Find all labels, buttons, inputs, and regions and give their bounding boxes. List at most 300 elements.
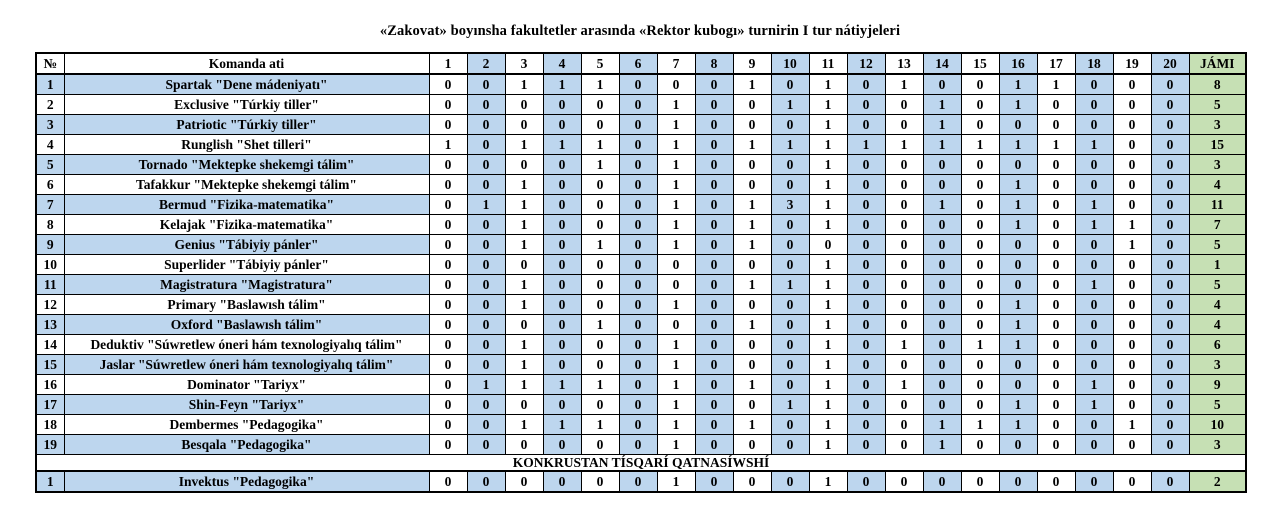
score-cell: 0: [961, 295, 999, 315]
score-cell: 0: [581, 215, 619, 235]
score-cell: 0: [923, 295, 961, 315]
score-cell: 0: [505, 315, 543, 335]
score-cell: 0: [847, 215, 885, 235]
header-round-1: 1: [429, 53, 467, 74]
score-cell: 0: [543, 295, 581, 315]
team-row: [36, 275, 1246, 295]
score-cell: 0: [1113, 315, 1151, 335]
score-cell: 1: [999, 74, 1037, 95]
total-cell: 5: [1189, 235, 1246, 255]
score-cell: 0: [467, 95, 505, 115]
score-cell: 0: [467, 335, 505, 355]
score-cell: 0: [1113, 155, 1151, 175]
score-cell: 0: [923, 335, 961, 355]
row-number-cell: 12: [36, 295, 64, 315]
team-name-cell: Besqala "Pedagogika": [64, 435, 429, 455]
score-cell: 0: [429, 275, 467, 295]
score-cell: 0: [961, 235, 999, 255]
score-cell: 1: [885, 135, 923, 155]
score-cell: 0: [1113, 135, 1151, 155]
row-number-cell: 3: [36, 115, 64, 135]
score-cell: 1: [923, 95, 961, 115]
team-name-cell: Tornado "Mektepke shekemgi tálim": [64, 155, 429, 175]
score-cell: 0: [1037, 275, 1075, 295]
score-cell: 0: [543, 175, 581, 195]
header-round-17: 17: [1037, 53, 1075, 74]
score-cell: 0: [619, 435, 657, 455]
score-cell: 0: [543, 471, 581, 492]
score-cell: 0: [847, 195, 885, 215]
score-cell: 0: [733, 471, 771, 492]
score-cell: 0: [1113, 295, 1151, 315]
score-cell: 0: [885, 295, 923, 315]
score-cell: 1: [657, 235, 695, 255]
score-cell: 1: [733, 74, 771, 95]
score-cell: 1: [999, 175, 1037, 195]
score-cell: 0: [1075, 335, 1113, 355]
score-cell: 0: [429, 471, 467, 492]
score-cell: 1: [581, 315, 619, 335]
row-number-cell: 9: [36, 235, 64, 255]
score-cell: 0: [695, 435, 733, 455]
total-cell: 4: [1189, 295, 1246, 315]
score-cell: 0: [1037, 295, 1075, 315]
score-cell: 0: [771, 315, 809, 335]
team-name-cell: Runglish "Shet tilleri": [64, 135, 429, 155]
score-cell: 1: [505, 375, 543, 395]
score-cell: 0: [1037, 115, 1075, 135]
score-cell: 0: [543, 335, 581, 355]
table-body: [36, 74, 1246, 492]
score-cell: 1: [1113, 215, 1151, 235]
score-cell: 0: [961, 175, 999, 195]
score-cell: 0: [429, 295, 467, 315]
score-cell: 0: [467, 215, 505, 235]
score-cell: 0: [961, 375, 999, 395]
team-name-cell: Dominator "Tariyx": [64, 375, 429, 395]
score-cell: 0: [1037, 175, 1075, 195]
total-cell: 3: [1189, 355, 1246, 375]
score-cell: 1: [1037, 135, 1075, 155]
score-cell: 0: [809, 235, 847, 255]
score-cell: 0: [695, 315, 733, 335]
score-cell: 0: [619, 215, 657, 235]
score-cell: 0: [695, 375, 733, 395]
score-cell: 0: [657, 275, 695, 295]
score-cell: 0: [885, 471, 923, 492]
score-cell: 1: [467, 195, 505, 215]
header-round-6: 6: [619, 53, 657, 74]
team-name-cell: Primary "Baslawısh tálim": [64, 295, 429, 315]
total-cell: 3: [1189, 435, 1246, 455]
score-cell: 0: [695, 115, 733, 135]
score-cell: 0: [695, 355, 733, 375]
score-cell: 1: [1075, 135, 1113, 155]
score-cell: 0: [1113, 335, 1151, 355]
score-cell: 1: [543, 135, 581, 155]
row-number-cell: 1: [36, 74, 64, 95]
score-cell: 0: [619, 335, 657, 355]
row-number-cell: 18: [36, 415, 64, 435]
team-row: [36, 195, 1246, 215]
row-number-cell: 15: [36, 355, 64, 375]
score-cell: 0: [847, 235, 885, 255]
total-cell: 10: [1189, 415, 1246, 435]
score-cell: 0: [733, 355, 771, 375]
score-cell: 0: [467, 135, 505, 155]
score-cell: 0: [429, 375, 467, 395]
score-cell: 0: [505, 95, 543, 115]
score-cell: 0: [847, 355, 885, 375]
score-cell: 1: [999, 95, 1037, 115]
score-cell: 0: [467, 315, 505, 335]
score-cell: 0: [1151, 155, 1189, 175]
team-row: [36, 155, 1246, 175]
score-cell: 0: [467, 275, 505, 295]
score-cell: 1: [543, 74, 581, 95]
total-cell: 5: [1189, 395, 1246, 415]
score-cell: 0: [543, 155, 581, 175]
score-cell: 0: [429, 195, 467, 215]
score-cell: 0: [923, 255, 961, 275]
score-cell: 0: [1037, 471, 1075, 492]
score-cell: 1: [505, 175, 543, 195]
score-cell: 0: [733, 335, 771, 355]
score-cell: 1: [733, 215, 771, 235]
score-cell: 1: [581, 375, 619, 395]
score-cell: 0: [847, 471, 885, 492]
score-cell: 0: [619, 155, 657, 175]
score-cell: 1: [809, 74, 847, 95]
score-cell: 0: [1151, 175, 1189, 195]
score-cell: 0: [885, 235, 923, 255]
score-cell: 1: [733, 315, 771, 335]
score-cell: 0: [1075, 255, 1113, 275]
score-cell: 0: [467, 155, 505, 175]
score-cell: 0: [1151, 135, 1189, 155]
score-cell: 0: [1075, 355, 1113, 375]
score-cell: 0: [619, 235, 657, 255]
score-cell: 0: [1037, 375, 1075, 395]
score-cell: 0: [1113, 115, 1151, 135]
score-cell: 0: [1151, 355, 1189, 375]
header-row-number: №: [36, 53, 64, 74]
score-cell: 0: [733, 435, 771, 455]
score-cell: 1: [923, 135, 961, 155]
score-cell: 1: [809, 395, 847, 415]
score-cell: 0: [1113, 175, 1151, 195]
score-cell: 1: [923, 435, 961, 455]
score-cell: 0: [429, 235, 467, 255]
score-cell: 0: [885, 315, 923, 335]
score-cell: 1: [657, 195, 695, 215]
score-cell: 0: [847, 275, 885, 295]
score-cell: 0: [1075, 155, 1113, 175]
score-cell: 0: [885, 355, 923, 375]
score-cell: 1: [657, 215, 695, 235]
score-cell: 1: [885, 74, 923, 95]
score-cell: 0: [1151, 74, 1189, 95]
score-cell: 0: [1151, 275, 1189, 295]
team-row: [36, 295, 1246, 315]
score-cell: 1: [771, 95, 809, 115]
score-cell: 1: [961, 335, 999, 355]
score-cell: 0: [467, 74, 505, 95]
header-round-16: 16: [999, 53, 1037, 74]
team-name-cell: Spartak "Dene mádeniyatı": [64, 74, 429, 95]
total-cell: 1: [1189, 255, 1246, 275]
score-cell: 0: [847, 115, 885, 135]
score-cell: 0: [1075, 235, 1113, 255]
team-row: [36, 135, 1246, 155]
score-cell: 1: [505, 195, 543, 215]
row-number-cell: 2: [36, 95, 64, 115]
score-cell: 0: [999, 255, 1037, 275]
score-cell: 0: [885, 195, 923, 215]
score-cell: 0: [467, 235, 505, 255]
score-cell: 1: [657, 395, 695, 415]
score-cell: 0: [467, 255, 505, 275]
team-name-cell: Superlider "Tábiyiy pánler": [64, 255, 429, 275]
score-cell: 1: [657, 355, 695, 375]
score-cell: 1: [961, 415, 999, 435]
score-cell: 0: [505, 471, 543, 492]
score-cell: 0: [581, 275, 619, 295]
team-row: [36, 415, 1246, 435]
total-cell: 4: [1189, 315, 1246, 335]
score-cell: 1: [923, 195, 961, 215]
score-cell: 1: [809, 355, 847, 375]
page-title: «Zakovat» boyınsha fakultetler arasında «Rektor kubogı» turnirin I tur nátiyjeleri: [379, 23, 901, 39]
score-cell: 0: [885, 275, 923, 295]
team-row: [36, 335, 1246, 355]
total-cell: 9: [1189, 375, 1246, 395]
score-cell: 0: [467, 395, 505, 415]
score-cell: 1: [1075, 195, 1113, 215]
score-cell: 1: [505, 275, 543, 295]
score-cell: 0: [923, 155, 961, 175]
row-number-cell: 19: [36, 435, 64, 455]
team-name-cell: Deduktiv "Súwretlew óneri hám texnologiyalıq tálim": [64, 335, 429, 355]
score-cell: 1: [581, 235, 619, 255]
score-cell: 0: [771, 175, 809, 195]
score-cell: 0: [1113, 355, 1151, 375]
score-cell: 1: [657, 135, 695, 155]
score-cell: 1: [581, 135, 619, 155]
score-cell: 0: [1037, 395, 1075, 415]
score-cell: 0: [1151, 435, 1189, 455]
score-cell: 0: [1075, 315, 1113, 335]
score-cell: 1: [847, 135, 885, 155]
score-cell: 0: [619, 255, 657, 275]
row-number-cell: 11: [36, 275, 64, 295]
score-cell: 0: [1037, 95, 1075, 115]
score-cell: 1: [809, 95, 847, 115]
score-cell: 1: [1075, 395, 1113, 415]
team-row: [36, 255, 1246, 275]
row-number-cell: 5: [36, 155, 64, 175]
row-number-cell: 1: [36, 471, 64, 492]
score-cell: 0: [505, 115, 543, 135]
score-cell: 0: [1037, 235, 1075, 255]
score-cell: 0: [961, 395, 999, 415]
score-cell: 0: [429, 175, 467, 195]
score-cell: 1: [657, 115, 695, 135]
score-cell: 0: [1151, 235, 1189, 255]
score-cell: 0: [923, 275, 961, 295]
score-cell: 1: [733, 135, 771, 155]
score-cell: 0: [847, 95, 885, 115]
team-row: [36, 115, 1246, 135]
score-cell: 0: [429, 335, 467, 355]
score-cell: 0: [885, 415, 923, 435]
score-cell: 0: [771, 215, 809, 235]
team-row: [36, 74, 1246, 95]
team-row: [36, 175, 1246, 195]
score-cell: 0: [581, 435, 619, 455]
total-cell: 11: [1189, 195, 1246, 215]
score-cell: 0: [619, 415, 657, 435]
score-cell: 1: [809, 471, 847, 492]
score-cell: 1: [923, 415, 961, 435]
score-cell: 1: [809, 115, 847, 135]
score-cell: 0: [847, 435, 885, 455]
score-cell: 0: [885, 215, 923, 235]
score-cell: 1: [505, 135, 543, 155]
score-cell: 0: [847, 295, 885, 315]
team-name-cell: Exclusive "Túrkiy tiller": [64, 95, 429, 115]
score-cell: 0: [619, 315, 657, 335]
score-cell: 0: [619, 74, 657, 95]
score-cell: 0: [847, 175, 885, 195]
score-cell: 1: [657, 471, 695, 492]
header-round-2: 2: [467, 53, 505, 74]
team-name-cell: Magistratura "Magistratura": [64, 275, 429, 295]
score-cell: 0: [1151, 195, 1189, 215]
score-cell: 0: [733, 175, 771, 195]
header-total: JÁMI: [1189, 53, 1246, 74]
score-cell: 1: [733, 275, 771, 295]
score-cell: 0: [961, 115, 999, 135]
team-name-cell: Shin-Feyn "Tariyx": [64, 395, 429, 415]
score-cell: 1: [999, 315, 1037, 335]
score-cell: 0: [961, 255, 999, 275]
score-cell: 0: [1113, 471, 1151, 492]
score-cell: 0: [885, 395, 923, 415]
score-cell: 1: [657, 295, 695, 315]
score-cell: 1: [581, 155, 619, 175]
score-cell: 0: [429, 435, 467, 455]
score-cell: 1: [999, 395, 1037, 415]
score-cell: 1: [999, 335, 1037, 355]
score-cell: 0: [1037, 255, 1075, 275]
score-cell: 0: [505, 255, 543, 275]
score-cell: 0: [581, 335, 619, 355]
total-cell: 6: [1189, 335, 1246, 355]
score-cell: 0: [771, 471, 809, 492]
score-cell: 0: [961, 215, 999, 235]
score-cell: 0: [543, 315, 581, 335]
row-number-cell: 10: [36, 255, 64, 275]
score-cell: 1: [809, 295, 847, 315]
score-cell: 0: [1151, 415, 1189, 435]
score-cell: 0: [847, 255, 885, 275]
score-cell: 1: [733, 235, 771, 255]
team-row: [36, 315, 1246, 335]
score-cell: 0: [1075, 95, 1113, 115]
score-cell: 0: [543, 395, 581, 415]
score-cell: 0: [1075, 415, 1113, 435]
score-cell: 1: [657, 95, 695, 115]
header-round-18: 18: [1075, 53, 1113, 74]
header-round-13: 13: [885, 53, 923, 74]
total-cell: 15: [1189, 135, 1246, 155]
score-cell: 0: [1075, 115, 1113, 135]
score-cell: 1: [657, 435, 695, 455]
score-cell: 0: [885, 175, 923, 195]
score-cell: 0: [695, 135, 733, 155]
score-cell: 0: [695, 175, 733, 195]
score-cell: 0: [619, 295, 657, 315]
score-cell: 0: [1113, 74, 1151, 95]
score-cell: 0: [733, 95, 771, 115]
score-cell: 1: [657, 375, 695, 395]
score-cell: 0: [1075, 295, 1113, 315]
score-cell: 0: [429, 255, 467, 275]
row-number-cell: 16: [36, 375, 64, 395]
score-cell: 0: [1113, 255, 1151, 275]
score-cell: 1: [581, 74, 619, 95]
score-cell: 0: [771, 115, 809, 135]
score-cell: 0: [619, 355, 657, 375]
score-cell: 0: [771, 74, 809, 95]
score-cell: 1: [885, 375, 923, 395]
score-cell: 0: [581, 255, 619, 275]
score-cell: 0: [429, 155, 467, 175]
score-cell: 0: [619, 395, 657, 415]
score-cell: 0: [619, 115, 657, 135]
score-cell: 0: [581, 115, 619, 135]
score-cell: 0: [999, 355, 1037, 375]
score-cell: 0: [1151, 395, 1189, 415]
total-cell: 5: [1189, 275, 1246, 295]
score-cell: 0: [619, 275, 657, 295]
score-cell: 0: [695, 395, 733, 415]
header-round-12: 12: [847, 53, 885, 74]
score-cell: 0: [999, 235, 1037, 255]
score-cell: 1: [809, 175, 847, 195]
score-cell: 0: [429, 315, 467, 335]
score-cell: 0: [733, 155, 771, 175]
team-name-cell: Bermud "Fizika-matematika": [64, 195, 429, 215]
score-cell: 1: [467, 375, 505, 395]
row-number-cell: 13: [36, 315, 64, 335]
row-number-cell: 6: [36, 175, 64, 195]
score-cell: 0: [1113, 435, 1151, 455]
score-cell: 0: [619, 375, 657, 395]
score-cell: 0: [1113, 275, 1151, 295]
score-cell: 1: [505, 235, 543, 255]
team-name-cell: Kelajak "Fizika-matematika": [64, 215, 429, 235]
score-cell: 0: [1113, 95, 1151, 115]
score-cell: 0: [467, 435, 505, 455]
score-cell: 0: [695, 415, 733, 435]
score-cell: 1: [733, 415, 771, 435]
score-cell: 0: [733, 295, 771, 315]
score-cell: 0: [1037, 415, 1075, 435]
score-cell: 0: [923, 235, 961, 255]
score-cell: 1: [809, 335, 847, 355]
